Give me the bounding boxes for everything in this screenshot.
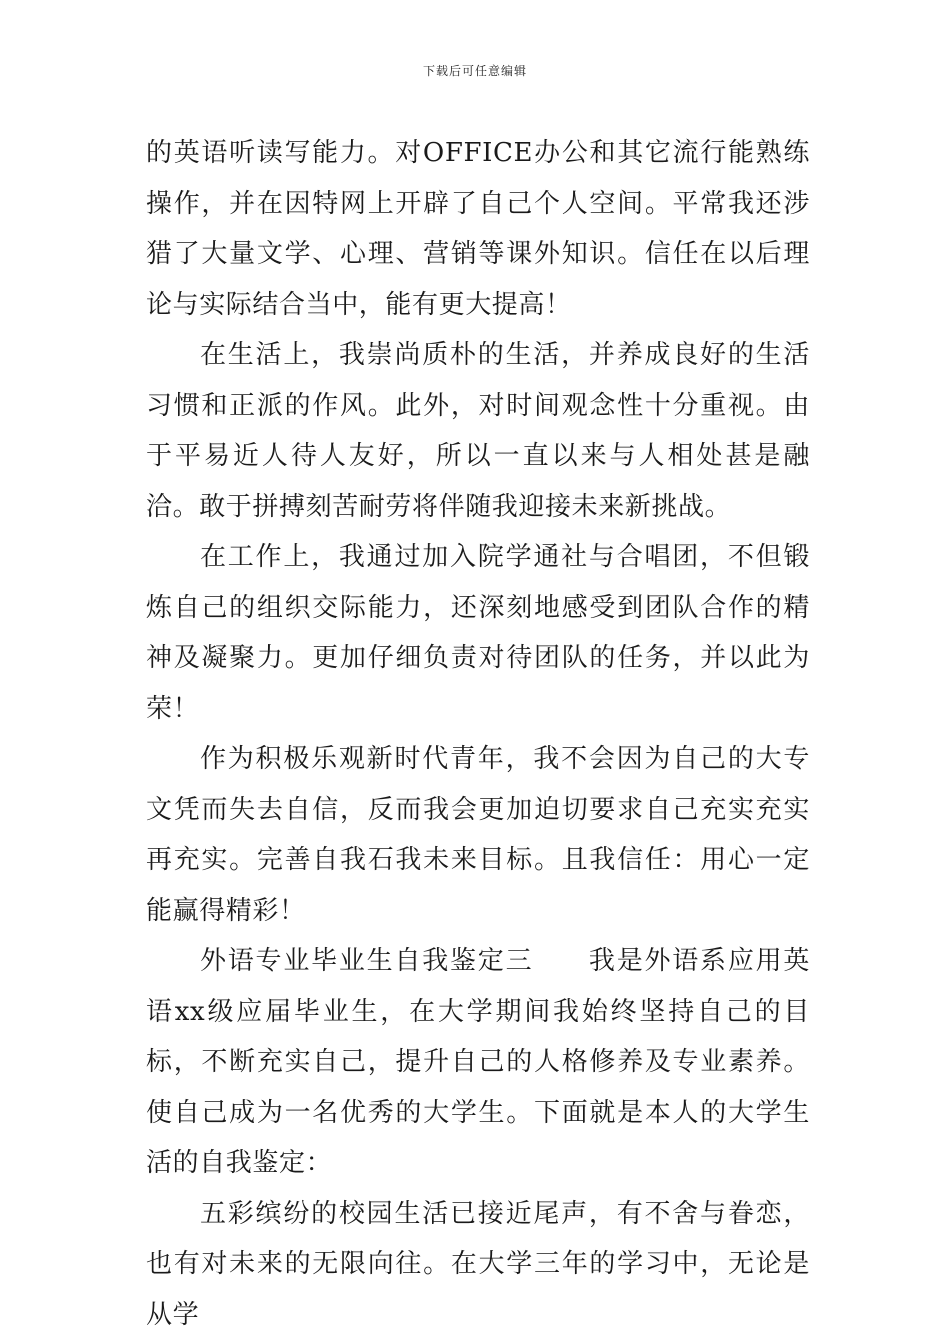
paragraph-section-three: 外语专业毕业生自我鉴定三 我是外语系应用英语xx级应届毕业生，在大学期间我始终坚持自己的目标，不断充实自己，提升自己的人格修养及专业素养。使自己成为一名优秀的大学生。下面就是本人的大学生活的自我鉴定： — [146, 946, 810, 1178]
paragraph-skills: 的英语听读写能力。对OFFICE办公和其它流行能熟练操作，并在因特网上开辟了自己个人空间。平常我还涉猎了大量文学、心理、营销等课外知识。信任在以后理论与实际结合当中，能有更大提高！ — [146, 138, 810, 320]
paragraph-campus-life: 五彩缤纷的校园生活已接近尾声，有不舍与眷恋，也有对未来的无限向往。在大学三年的学习中，无论是从学 — [146, 1198, 810, 1330]
paragraph-life: 在生活上，我崇尚质朴的生活，并养成良好的生活习惯和正派的作风。此外，对时间观念性十分重视。由于平易近人待人友好，所以一直以来与人相处甚是融洽。敢于拼搏刻苦耐劳将伴随我迎接未来新挑战。 — [146, 340, 810, 522]
document-body — [146, 128, 810, 1340]
paragraph-work: 在工作上，我通过加入院学通社与合唱团，不但锻炼自己的组织交际能力，还深刻地感受到团队合作的精神及凝聚力。更加仔细负责对待团队的任务，并以此为荣！ — [146, 542, 810, 724]
paragraph-attitude: 作为积极乐观新时代青年，我不会因为自己的大专文凭而失去自信，反而我会更加迫切要求自己充实充实再充实。完善自我石我未来目标。且我信任：用心一定能赢得精彩！ — [146, 744, 810, 926]
page-header: 下载后可任意编辑 — [422, 64, 527, 78]
